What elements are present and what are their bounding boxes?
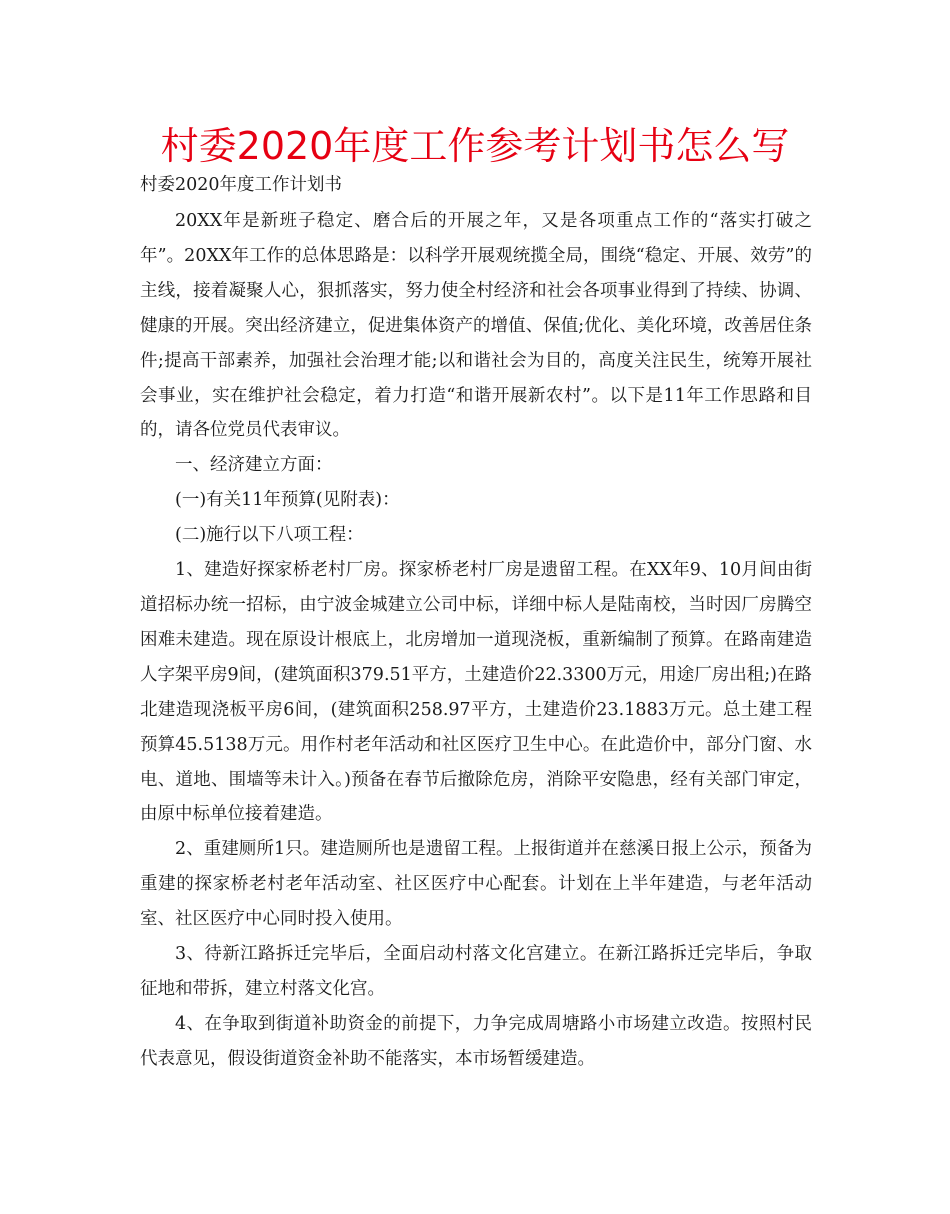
- paragraph-project-2: 2、重建厕所1只。建造厕所也是遗留工程。上报街道并在慈溪日报上公示，预备为重建的探家桥老村老年活动室、社区医疗中心配套。计划在上半年建造，与老年活动室、社区医疗中心同时投入使用。: [140, 839, 812, 930]
- subsection-budget: (一)有关11年预算(见附表)：: [175, 490, 400, 511]
- document-subtitle: 村委2020年度工作计划书: [140, 175, 343, 195]
- paragraph-project-4: 4、在争取到街道补助资金的前提下，力争完成周塘路小市场建立改造。按照村民代表意见，假设街道资金补助不能落实，本市场暂缓建造。: [140, 1013, 812, 1069]
- paragraph-intro: 20XX年是新班子稳定、磨合后的开展之年，又是各项重点工作的“落实打破之年”。20XX年工作的总体思路是：以科学开展观统揽全局，围绕“稳定、开展、效劳”的主线，接着凝聚人心，狠抓落实，努力使全村经济和社会各项事业得到了持续、协调、健康的开展。突出经济建立，促进集体资产的增值、保值;优化、美化环境，改善居住条件;提高干部素养，加强社会治理才能;以和谐社会为目的，高度关注民生，统筹开展社会事业，实在维护社会稳定，着力打造“和谐开展新农村”。以下是11年工作思路和目的，请各位党员代表审议。: [140, 211, 812, 441]
- section-heading-economy: 一、经济建立方面：: [175, 455, 333, 476]
- paragraph-project-3: 3、待新江路拆迁完毕后，全面启动村落文化宫建立。在新江路拆迁完毕后，争取征地和带拆，建立村落文化宫。: [140, 944, 812, 999]
- document-body: [140, 170, 812, 1077]
- document-title: 村委2020年度工作参考计划书怎么写: [160, 124, 790, 168]
- paragraph-project-1: 1、建造好探家桥老村厂房。探家桥老村厂房是遗留工程。在XX年9、10月间由街道招标办统一招标，由宁波金城建立公司中标，详细中标人是陆南校，当时因厂房腾空困难未建造。现在原设计根底上，北房增加一道现浇板，重新编制了预算。在路南建造人字架平房9间，(建筑面积379.51平方，土建造价22.3300万元，用途厂房出租;)在路北建造现浇板平房6间，(建筑面积258.97平方，土建造价23.1883万元。总土建工程预算45.5138万元。用作村老年活动和社区医疗卫生中心。在此造价中，部分门窗、水电、道地、围墙等未计入。)预备在春节后撤除危房，消除平安隐患，经有关部门审定，由原中标单位接着建造。: [140, 560, 812, 825]
- subsection-projects: (二)施行以下八项工程：: [175, 525, 364, 546]
